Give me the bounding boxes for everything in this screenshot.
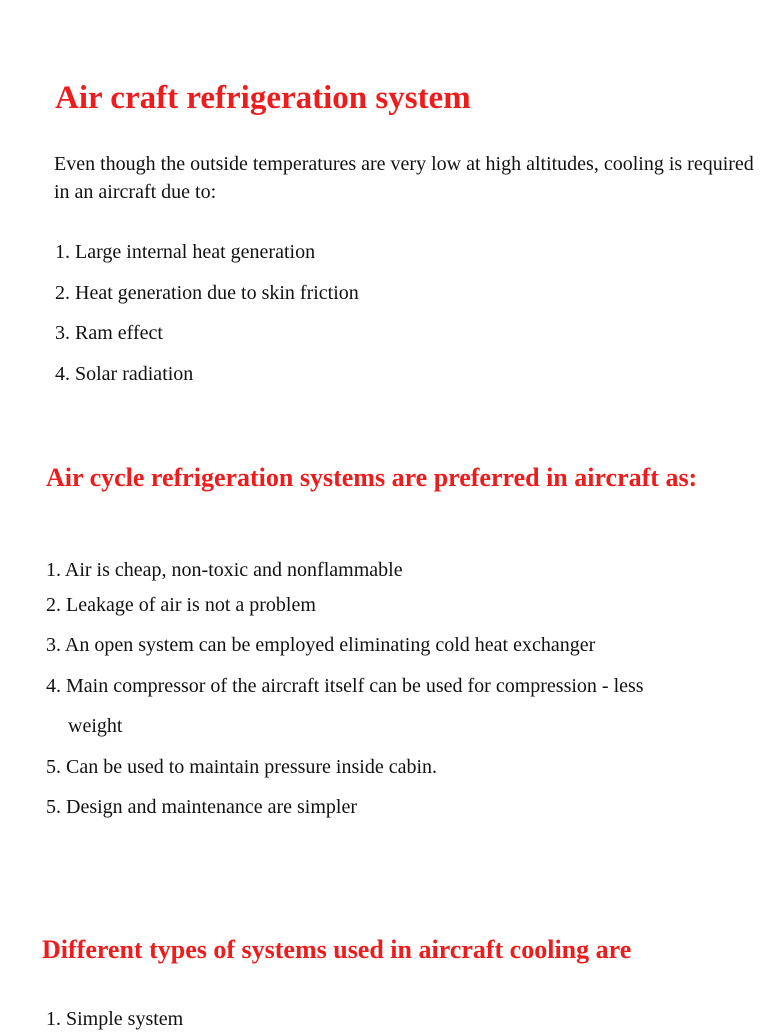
list-item: 1. Air is cheap, non-toxic and nonflammable <box>46 559 403 581</box>
intro-paragraph: Even though the outside temperatures are very low at high altitudes, cooling is required in an aircraft due to: <box>54 153 754 203</box>
list-item: 4. Solar radiation <box>55 363 194 385</box>
list-item: 3. Ram effect <box>55 322 163 344</box>
list-item <box>46 672 644 740</box>
list-item: 5. Design and maintenance are simpler <box>46 796 357 818</box>
list-item: 5. Can be used to maintain pressure inside cabin. <box>46 756 438 778</box>
page-title: Air craft refrigeration system <box>55 80 471 116</box>
list-item: 1. Simple system <box>46 1008 184 1030</box>
air-cycle-heading: Air cycle refrigeration systems are preferred in aircraft as: <box>46 463 698 492</box>
list-item: 3. An open system can be employed eliminating cold heat exchanger <box>46 634 596 656</box>
list-item-line: 4. Main compressor of the aircraft itself can be used for compression - less <box>46 675 644 697</box>
system-types-heading: Different types of systems used in aircraft cooling are <box>42 935 632 964</box>
list-item: 1. Large internal heat generation <box>55 241 316 263</box>
list-item-continuation: weight <box>68 715 123 737</box>
list-item: 2. Heat generation due to skin friction <box>55 282 359 304</box>
list-item: 2. Leakage of air is not a problem <box>46 594 316 616</box>
